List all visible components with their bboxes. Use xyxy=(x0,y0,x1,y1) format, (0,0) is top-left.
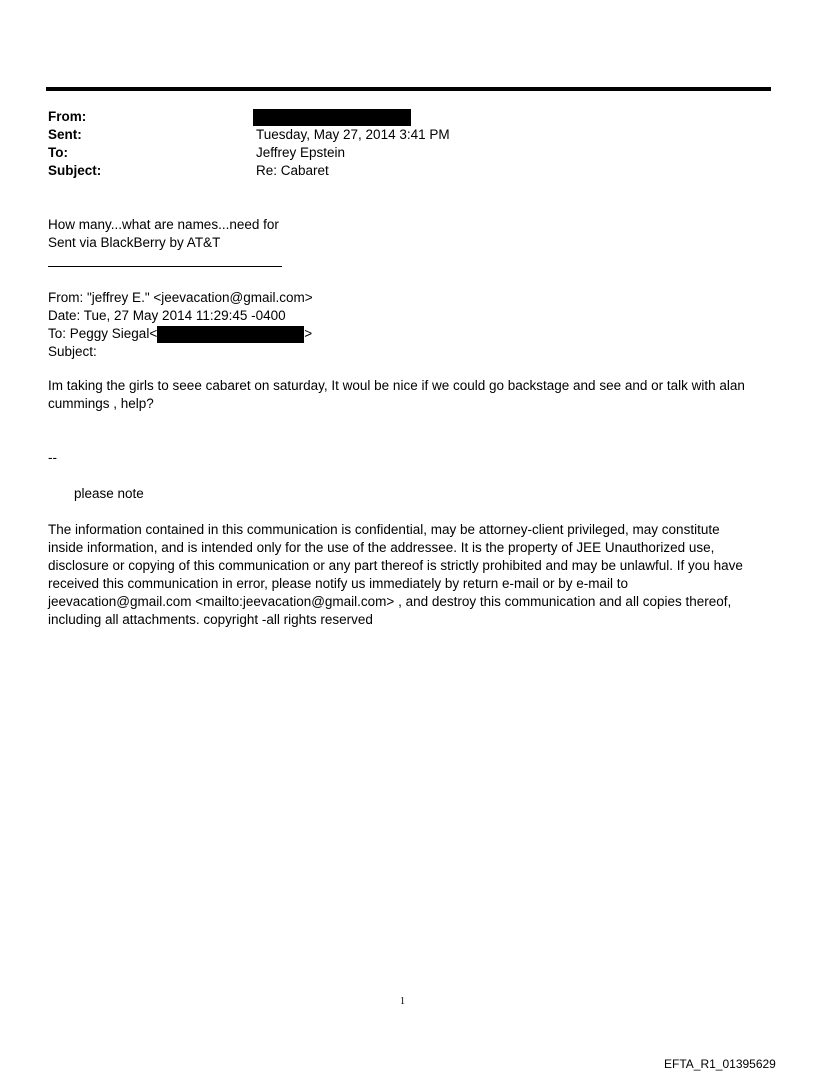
quoted-date: Date: Tue, 27 May 2014 11:29:45 -0400 xyxy=(48,308,286,323)
to-value: Jeffrey Epstein xyxy=(256,145,346,160)
subject-label: Subject: xyxy=(48,163,102,178)
disclaimer-line: jeevacation@gmail.com <mailto:jeevacation@gmail.com> , and destroy this communication and all copies thereof, xyxy=(48,594,732,609)
please-note: please note xyxy=(74,486,144,501)
disclaimer-line: including all attachments. copyright -all rights reserved xyxy=(48,612,373,627)
quoted-to-suffix: > xyxy=(304,326,313,341)
header-rule xyxy=(46,87,771,91)
quoted-subject: Subject: xyxy=(48,344,97,359)
bates-number: EFTA_R1_01395629 xyxy=(664,1057,776,1071)
disclaimer-line: inside information, and is intended only for the use of the addressee. It is the property of JEE Unauthorized use, xyxy=(48,540,715,555)
reply-line: How many...what are names...need for xyxy=(48,217,279,232)
from-row xyxy=(48,108,748,126)
quoted-to-prefix: To: Peggy Siegal< xyxy=(48,326,158,341)
disclaimer-line: received this communication in error, please notify us immediately by return e-mail or by e-mail to xyxy=(48,576,628,591)
message-line: Im taking the girls to seee cabaret on saturday, It woul be nice if we could go backstage and see and or talk with alan xyxy=(48,378,745,393)
message-body xyxy=(48,377,770,413)
redaction-box xyxy=(253,109,411,126)
quoted-from: From: "jeffrey E." <jeevacation@gmail.com> xyxy=(48,290,313,305)
to-row xyxy=(48,144,748,162)
from-label: From: xyxy=(48,109,87,124)
message-line: cummings , help? xyxy=(48,396,154,411)
email-header xyxy=(48,108,748,180)
to-label: To: xyxy=(48,145,68,160)
sent-value: Tuesday, May 27, 2014 3:41 PM xyxy=(256,127,450,142)
sent-row xyxy=(48,126,748,144)
signature-dashes: -- xyxy=(48,450,57,465)
quoted-to xyxy=(48,325,770,343)
disclaimer-line: disclosure or copying of this communication or any part thereof is strictly prohibited and may be unlawful. If you have xyxy=(48,558,743,573)
reply-signature-line: Sent via BlackBerry by AT&T xyxy=(48,235,221,250)
quote-separator xyxy=(48,266,282,267)
redaction-box xyxy=(157,326,304,343)
disclaimer-line: The information contained in this communication is confidential, may be attorney-client privileged, may constitute xyxy=(48,522,720,537)
page-number: 1 xyxy=(400,996,405,1007)
quoted-header xyxy=(48,289,770,361)
sent-label: Sent: xyxy=(48,127,82,142)
subject-row xyxy=(48,162,748,180)
disclaimer xyxy=(48,521,770,629)
subject-value: Re: Cabaret xyxy=(256,163,329,178)
reply-body xyxy=(48,216,770,252)
